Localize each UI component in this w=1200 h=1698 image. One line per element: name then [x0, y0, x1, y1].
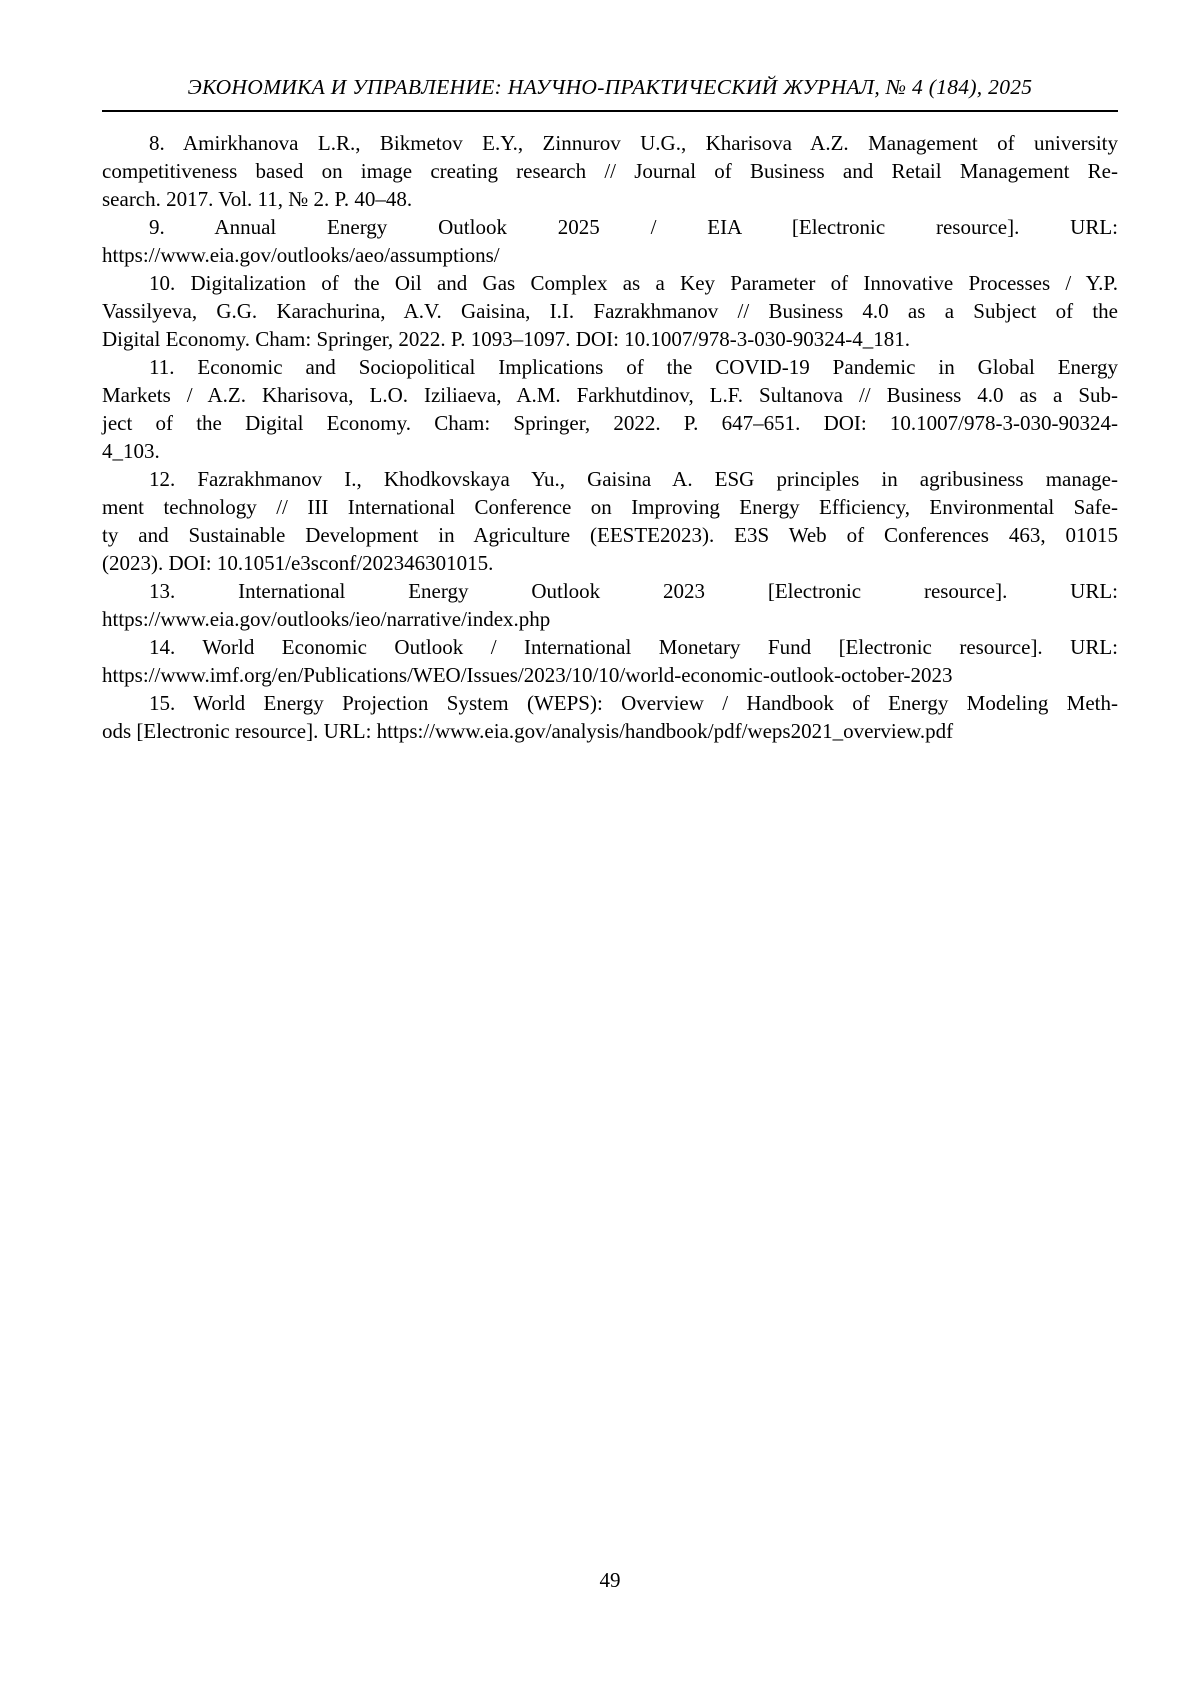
reference-line: Vassilyeva, G.G. Karachurina, A.V. Gaisina, I.I. Fazrakhmanov // Business 4.0 as a Subject of the: [102, 299, 1118, 323]
reference-line: competitiveness based on image creating research // Journal of Business and Retail Management Re-: [102, 159, 1118, 183]
reference-item: [102, 213, 1118, 269]
reference-line: https://www.eia.gov/outlooks/aeo/assumptions/: [102, 243, 500, 267]
page-number: 49: [599, 1568, 621, 1592]
reference-line: ject of the Digital Economy. Cham: Springer, 2022. P. 647–651. DOI: 10.1007/978-3-030-90324-: [102, 411, 1118, 435]
page-footer: [102, 1566, 1118, 1594]
reference-line: 10. Digitalization of the Oil and Gas Complex as a Key Parameter of Innovative Processes / Y.P.: [149, 271, 1118, 295]
reference-line: Markets / A.Z. Kharisova, L.O. Iziliaeva, A.M. Farkhutdinov, L.F. Sultanova // Business 4.0 as a Sub-: [102, 383, 1118, 407]
reference-line: 4_103.: [102, 439, 160, 463]
reference-line: (2023). DOI: 10.1051/e3sconf/202346301015.: [102, 551, 494, 575]
reference-line: 13. International Energy Outlook 2023 [Electronic resource]. URL:: [149, 579, 1118, 603]
reference-item: [102, 689, 1118, 745]
reference-line: Digital Economy. Cham: Springer, 2022. P. 1093–1097. DOI: 10.1007/978-3-030-90324-4_181.: [102, 327, 910, 351]
reference-line: ty and Sustainable Development in Agriculture (EESTE2023). E3S Web of Conferences 463, 01015: [102, 523, 1118, 547]
reference-item: [102, 129, 1118, 213]
reference-item: [102, 269, 1118, 353]
reference-item: [102, 465, 1118, 577]
reference-line: ods [Electronic resource]. URL: https://www.eia.gov/analysis/handbook/pdf/weps2021_overview.pdf: [102, 719, 954, 743]
references-list: [102, 129, 1118, 745]
reference-line: 12. Fazrakhmanov I., Khodkovskaya Yu., Gaisina A. ESG principles in agribusiness manage-: [149, 467, 1118, 491]
reference-line: 9. Annual Energy Outlook 2025 / EIA [Electronic resource]. URL:: [149, 215, 1118, 239]
reference-line: ment technology // III International Conference on Improving Energy Efficiency, Environmental Safe-: [102, 495, 1118, 519]
journal-running-head: [102, 74, 1118, 112]
reference-line: 11. Economic and Sociopolitical Implications of the COVID-19 Pandemic in Global Energy: [149, 355, 1118, 379]
reference-line: 14. World Economic Outlook / International Monetary Fund [Electronic resource]. URL:: [149, 635, 1118, 659]
reference-line: https://www.eia.gov/outlooks/ieo/narrative/index.php: [102, 607, 551, 631]
reference-item: [102, 353, 1118, 465]
journal-title: ЭКОНОМИКА И УПРАВЛЕНИЕ: НАУЧНО-ПРАКТИЧЕСКИЙ ЖУРНАЛ, № 4 (184), 2025: [187, 75, 1033, 99]
reference-line: 8. Amirkhanova L.R., Bikmetov E.Y., Zinnurov U.G., Kharisova A.Z. Management of university: [149, 131, 1118, 155]
reference-item: [102, 633, 1118, 689]
reference-line: 15. World Energy Projection System (WEPS): Overview / Handbook of Energy Modeling Meth-: [149, 691, 1118, 715]
reference-line: https://www.imf.org/en/Publications/WEO/Issues/2023/10/10/world-economic-outlook-october-2023: [102, 663, 953, 687]
page-content: [102, 74, 1118, 745]
reference-line: search. 2017. Vol. 11, № 2. P. 40–48.: [102, 187, 413, 211]
reference-item: [102, 577, 1118, 633]
